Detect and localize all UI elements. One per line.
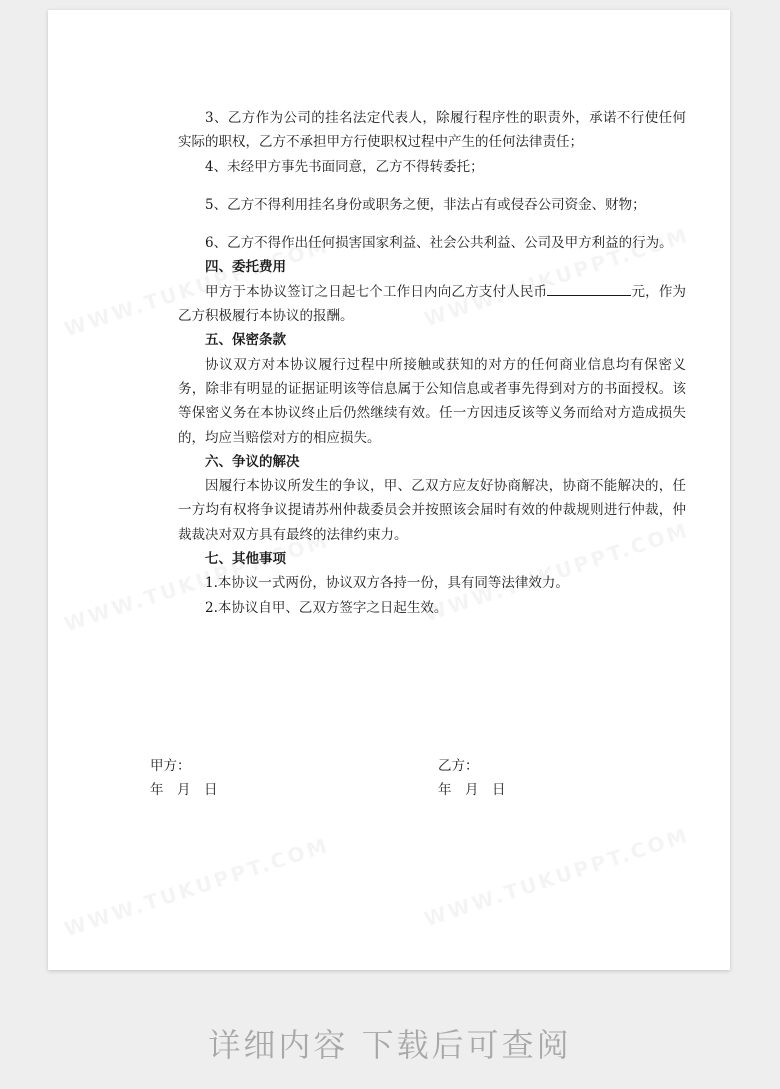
section-7-item-1: 1.本协议一式两份，协议双方各持一份，具有同等法律效力。 <box>205 575 569 592</box>
section-7-heading: 七、其他事项 <box>205 551 286 568</box>
download-hint: 详细内容 下载后可查阅 <box>208 1026 572 1064</box>
section-7-item-2: 2.本协议自甲、乙双方签字之日起生效。 <box>205 599 448 616</box>
agreement-body <box>178 106 686 620</box>
party-a-signature <box>150 754 218 802</box>
fee-amount-blank <box>547 283 631 296</box>
section-5-heading: 五、保密条款 <box>205 332 286 349</box>
fee-text-after: 元，作为乙方积极履行本协议的报酬。 <box>178 283 687 325</box>
party-a-label: 甲方： <box>150 758 191 774</box>
section-4-text <box>178 280 686 329</box>
section-6-text: 因履行本协议所发生的争议，甲、乙双方应友好协商解决，协商不能解决的，任一方均有权将争议提请苏州仲裁委员会并按照该会届时有效的仲裁规则进行仲裁，仲裁裁决对双方具有最终的法律约束力。 <box>178 478 686 543</box>
section-5-text: 协议双方对本协议履行过程中所接触或获知的对方的任何商业信息均有保密义务，除非有明显的证据证明该等信息属于公知信息或者事先得到对方的书面授权。该等保密义务在本协议终止后仍然继续有效。任一方因违反该等义务而给对方造成损失的，均应当赔偿对方的相应损失。 <box>178 356 686 446</box>
clause-3: 3、乙方作为公司的挂名法定代表人，除履行程序性的职责外，承诺不行使任何实际的职权，乙方不承担甲方行使职权过程中产生的任何法律责任； <box>178 110 686 151</box>
fee-text-before: 甲方于本协议签订之日起七个工作日内向乙方支付人民币 <box>205 283 548 300</box>
party-a-date: 年 月 日 <box>150 782 218 798</box>
watermark <box>421 823 692 932</box>
clause-5: 5、乙方不得利用挂名身份或职务之便，非法占有或侵吞公司资金、财物； <box>205 196 646 213</box>
section-4-heading: 四、委托费用 <box>205 259 286 276</box>
party-b-signature <box>438 754 506 802</box>
clause-6: 6、乙方不得作出任何损害国家利益、社会公共利益、公司及甲方利益的行为。 <box>205 235 673 252</box>
watermark <box>61 833 332 942</box>
party-b-label: 乙方： <box>438 758 479 774</box>
clause-4: 4、未经甲方事先书面同意，乙方不得转委托； <box>205 158 484 175</box>
party-b-date: 年 月 日 <box>438 782 506 798</box>
section-6-heading: 六、争议的解决 <box>205 453 300 470</box>
document-page <box>48 10 730 970</box>
